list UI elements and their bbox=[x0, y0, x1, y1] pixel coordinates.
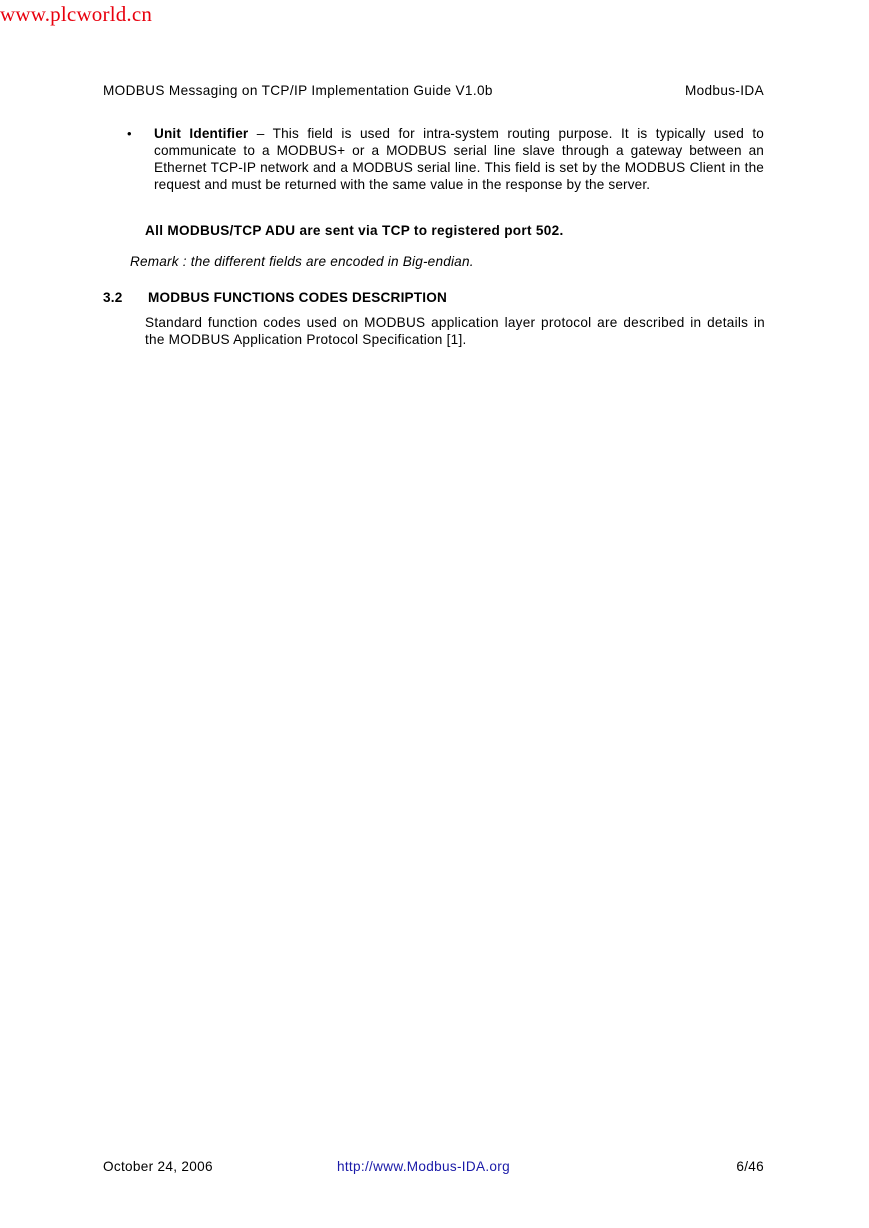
organization-name: Modbus-IDA bbox=[684, 83, 764, 98]
footer-date: October 24, 2006 bbox=[103, 1159, 213, 1174]
page-header bbox=[103, 83, 764, 98]
bullet-text: – This field is used for intra-system routing purpose. It is typically used to communicate to a MODBUS+ or a MODBUS serial line slave through a gateway between an Ethernet TCP-IP network and a MODBUS serial line. This field is set by the MODBUS Client in the request and must be returned with the same value in the response by the server. bbox=[154, 126, 764, 192]
section-number: 3.2 bbox=[103, 290, 123, 305]
footer-link[interactable]: http://www.Modbus-IDA.org bbox=[337, 1159, 510, 1174]
section-heading bbox=[103, 290, 447, 305]
document-title: MODBUS Messaging on TCP/IP Implementation Guide V1.0b bbox=[103, 83, 493, 98]
section-body: Standard function codes used on MODBUS application layer protocol are described in details in the MODBUS Application Protocol Specification [1]. bbox=[145, 315, 765, 347]
bullet-icon: • bbox=[127, 126, 132, 141]
section-title: MODBUS FUNCTIONS CODES DESCRIPTION bbox=[148, 290, 448, 305]
bullet-paragraph bbox=[154, 125, 764, 193]
watermark-text: www.plcworld.cn bbox=[0, 2, 153, 26]
endian-remark: Remark : the different fields are encoded in Big-endian. bbox=[130, 254, 474, 269]
page-number: 6/46 bbox=[736, 1159, 764, 1174]
bullet-label: Unit Identifier bbox=[154, 126, 249, 141]
unit-identifier-bullet bbox=[127, 125, 764, 193]
tcp-port-note: All MODBUS/TCP ADU are sent via TCP to registered port 502. bbox=[145, 223, 564, 238]
